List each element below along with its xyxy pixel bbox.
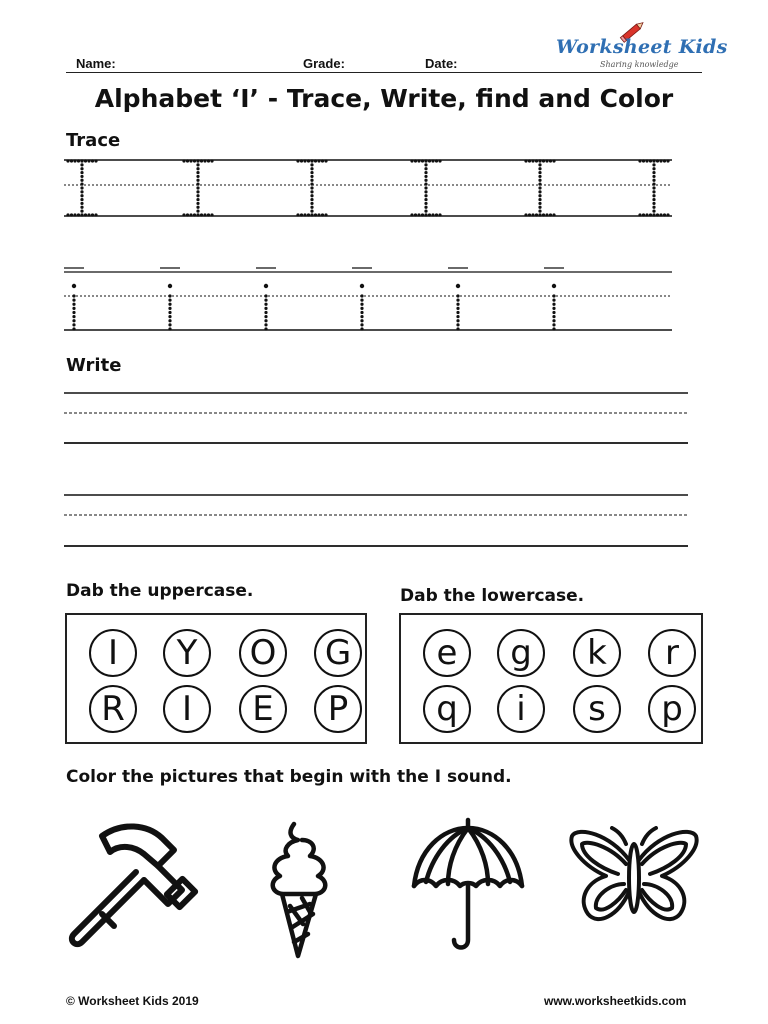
trace-letter-upper-4[interactable] [410, 159, 441, 216]
lowercase-circle-g[interactable]: g [497, 629, 545, 677]
hammer-icon[interactable] [62, 818, 202, 958]
uppercase-circle-o[interactable]: O [239, 629, 287, 677]
footer-website[interactable]: www.worksheetkids.com [544, 994, 687, 1008]
dab-lowercase-box [399, 613, 703, 744]
trace-letter-upper-2[interactable] [182, 159, 213, 216]
butterfly-icon[interactable] [566, 826, 702, 930]
dab-uppercase-label: Dab the uppercase. [66, 581, 254, 601]
lowercase-circle-q[interactable]: q [423, 685, 471, 733]
uppercase-circle-i[interactable]: I [163, 685, 211, 733]
logo-tagline: Sharing knowledge [600, 60, 679, 69]
uppercase-circle-r[interactable]: R [89, 685, 137, 733]
uppercase-circle-p[interactable]: P [314, 685, 362, 733]
trace-letter-lower-1[interactable] [64, 268, 84, 331]
trace-letter-lower-3[interactable] [256, 268, 276, 331]
footer-copyright: © Worksheet Kids 2019 [66, 994, 199, 1008]
lowercase-circle-i[interactable]: i [497, 685, 545, 733]
write-heading: Write [66, 355, 122, 376]
name-label: Name: [76, 56, 116, 71]
lowercase-circle-p[interactable]: p [648, 685, 696, 733]
lowercase-circle-k[interactable]: k [573, 629, 621, 677]
trace-letter-lower-6[interactable] [544, 268, 564, 331]
uppercase-circle-e[interactable]: E [239, 685, 287, 733]
trace-letter-lower-5[interactable] [448, 268, 468, 331]
trace-letter-upper-5[interactable] [524, 159, 555, 216]
uppercase-circle-i[interactable]: I [89, 629, 137, 677]
lowercase-circle-e[interactable]: e [423, 629, 471, 677]
logo: Worksheet Kids [556, 36, 728, 58]
trace-letter-upper-6[interactable] [638, 159, 669, 216]
trace-letter-lower-4[interactable] [352, 268, 372, 331]
ice-cream-icon[interactable] [258, 818, 338, 960]
grade-label: Grade: [303, 56, 345, 71]
trace-letter-lower-2[interactable] [160, 268, 180, 331]
uppercase-circle-y[interactable]: Y [163, 629, 211, 677]
uppercase-circle-g[interactable]: G [314, 629, 362, 677]
color-instructions: Color the pictures that begin with the I sound. [66, 767, 512, 787]
page-title: Alphabet ‘I’ - Trace, Write, find and Color [94, 84, 674, 113]
dab-uppercase-box [65, 613, 367, 744]
trace-heading: Trace [66, 130, 121, 151]
trace-letter-upper-3[interactable] [296, 159, 327, 216]
write-lines[interactable] [0, 385, 768, 555]
lowercase-circle-r[interactable]: r [648, 629, 696, 677]
trace-letter-upper-1[interactable] [66, 159, 97, 216]
trace-guidelines [0, 150, 768, 350]
header-rule [66, 72, 702, 73]
date-label: Date: [425, 56, 458, 71]
dab-lowercase-label: Dab the lowercase. [400, 586, 585, 606]
lowercase-circle-s[interactable]: s [573, 685, 621, 733]
umbrella-icon[interactable] [408, 816, 528, 956]
